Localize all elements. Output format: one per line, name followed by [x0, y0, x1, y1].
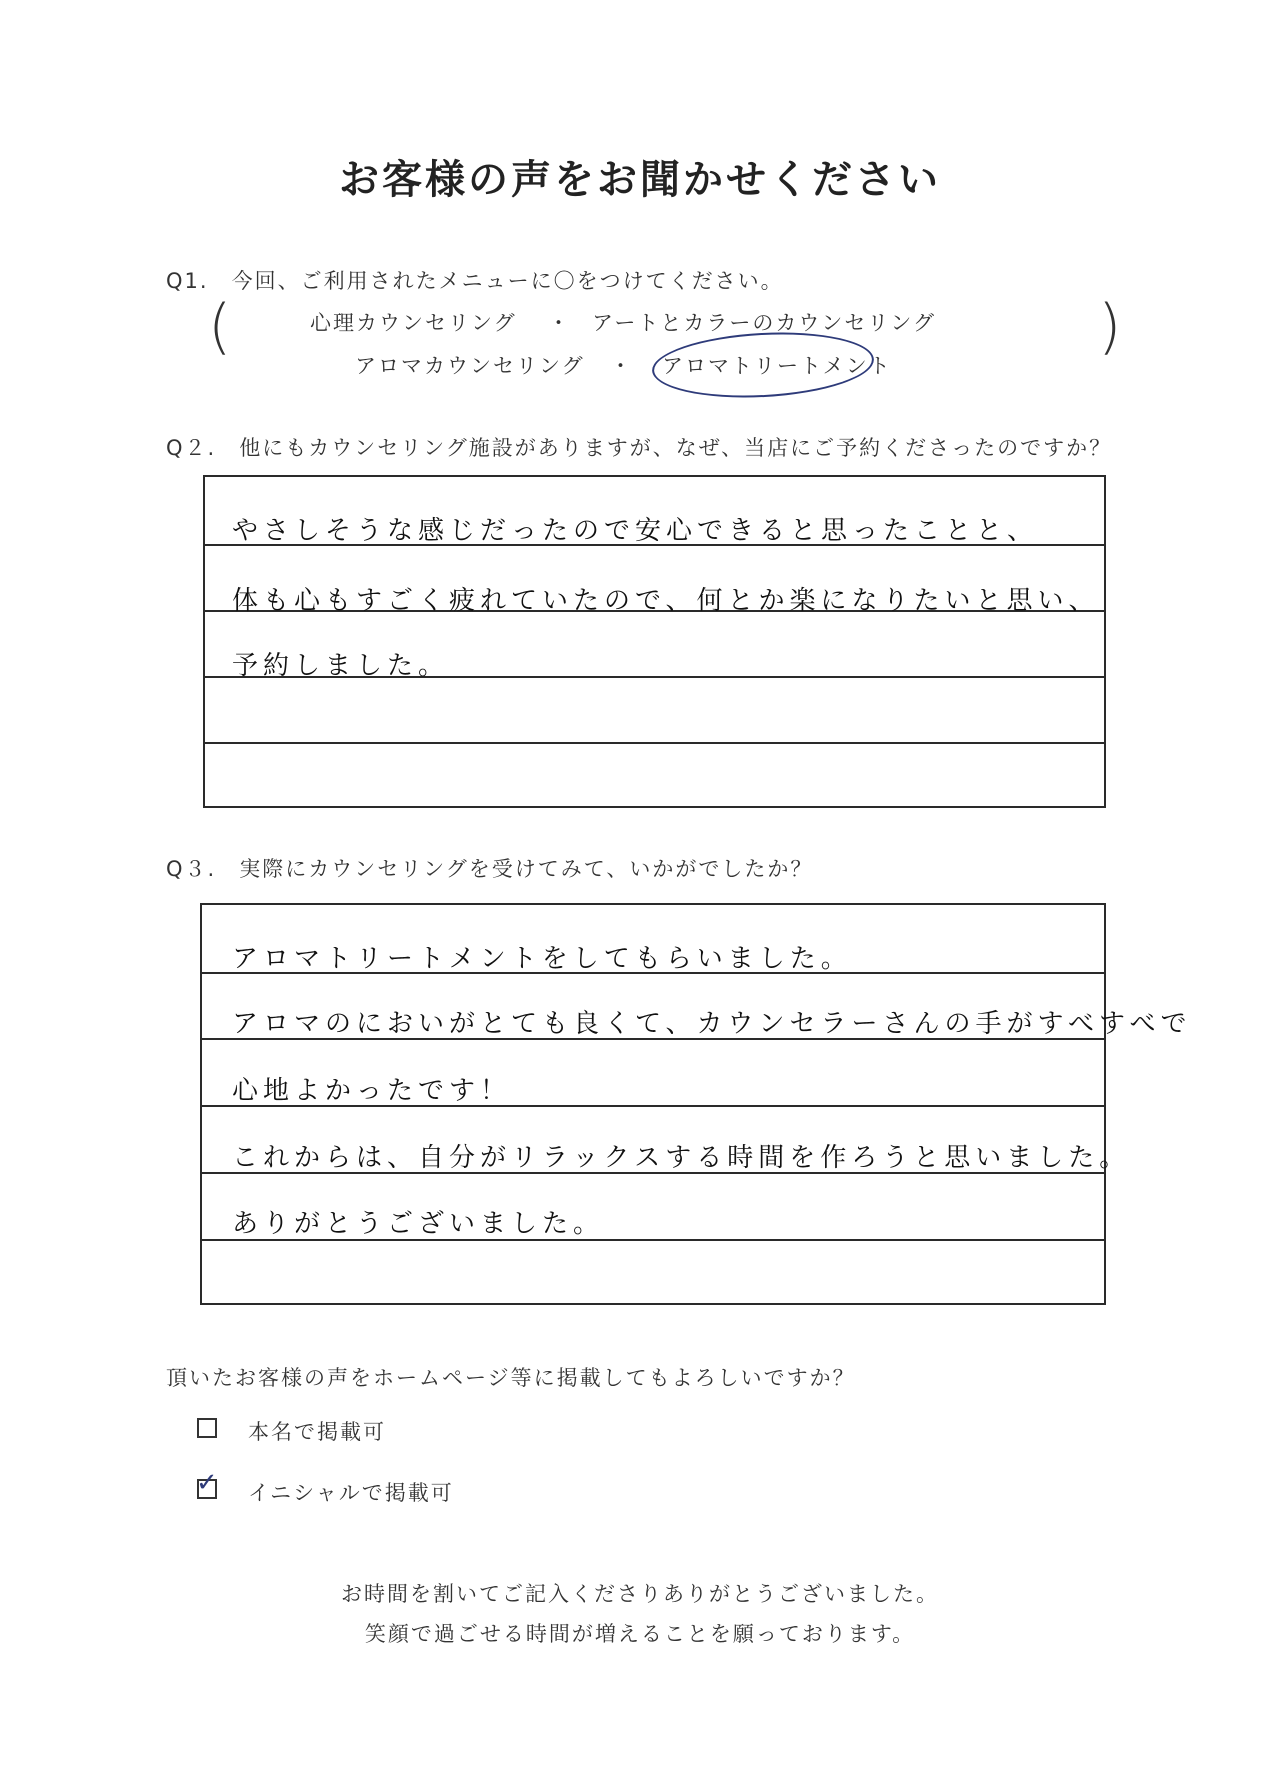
ruled-line [205, 742, 1104, 744]
question-3: Q３. 実際にカウンセリングを受けてみて、いかがでしたか？ [166, 857, 814, 881]
option-psych-counseling[interactable]: 心理カウンセリング [310, 311, 517, 335]
option-aroma-counseling[interactable]: アロマカウンセリング [355, 354, 585, 378]
right-bracket: ) [1098, 292, 1122, 362]
answer-line: やさしそうな感じだったので安心できると思ったことと、 [232, 516, 1039, 546]
question-2: Q２. 他にもカウンセリング施設がありますが、なぜ、当店にご予約くださったのですか？ [166, 436, 1113, 460]
consent-real-name-checkbox[interactable] [197, 1418, 217, 1438]
option-separator: ・ [610, 354, 633, 378]
selected-option-circle [650, 327, 875, 403]
publication-consent-question: 頂いたお客様の声をホームページ等に掲載してもよろしいですか？ [166, 1366, 856, 1390]
check-mark-icon: ✓ [196, 1468, 218, 1498]
answer-line: 予約しました。 [232, 651, 450, 681]
consent-initials-label: イニシャルで掲載可 [248, 1481, 454, 1505]
option-aroma-treatment[interactable]: アロマトリートメント [662, 354, 892, 378]
question-1: Q1. 今回、ご利用されたメニューに〇をつけてください。 [166, 269, 784, 293]
answer-line: これからは、自分がリラックスする時間を作ろうと思いました。 [232, 1143, 1131, 1173]
closing-message-line1: お時間を割いてご記入くださりありがとうございました。 [341, 1582, 939, 1606]
left-bracket: ( [208, 292, 232, 362]
answer-line: ありがとうございました。 [232, 1209, 605, 1239]
answer-line: アロマのにおいがとても良くて、カウンセラーさんの手がすべすべで [232, 1009, 1192, 1039]
option-art-color-counseling[interactable]: アートとカラーのカウンセリング [592, 311, 936, 335]
consent-real-name-label: 本名で掲載可 [248, 1420, 386, 1444]
option-separator: ・ [548, 311, 571, 335]
answer-line: 心地よかったです！ [232, 1076, 512, 1106]
form-title: お客様の声をお聞かせください [339, 157, 941, 203]
answer-line: アロマトリートメントをしてもらいました。 [232, 944, 852, 974]
answer-line: 体も心もすごく疲れていたので、何とか楽になりたいと思い、 [232, 586, 1100, 616]
closing-message-line2: 笑顔で過ごせる時間が増えることを願っております。 [364, 1622, 916, 1646]
